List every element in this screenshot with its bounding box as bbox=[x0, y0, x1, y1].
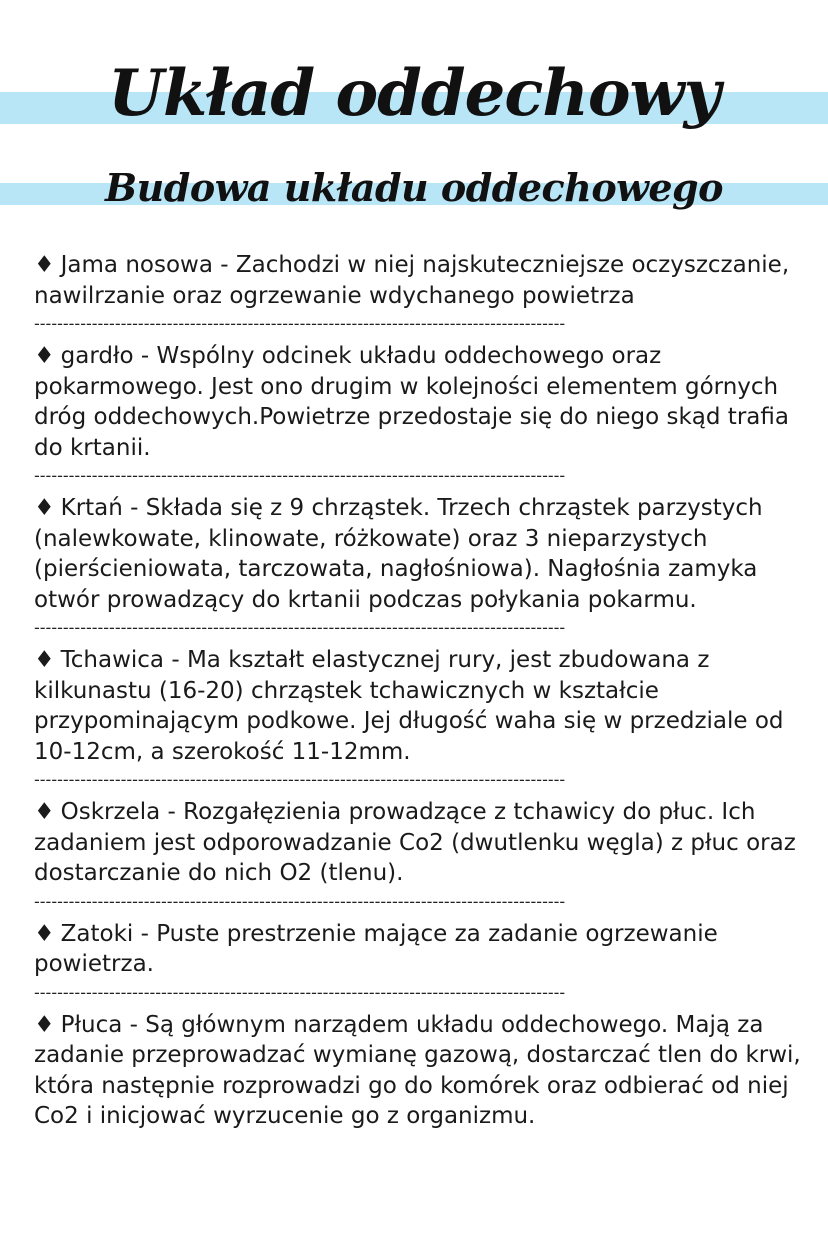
separator-line: -------------------------------------------------------------------------------------------- bbox=[34, 315, 566, 333]
entry-tchawica: ♦ Tchawica - Ma kształt elastycznej rury, jest zbudowana z kilkunastu (16-20) chrząstek tchawicznych w kształcie przypominającym podkowe. Jej długość waha się w przedziale od 10-12cm, a szerokość 11-12mm. bbox=[34, 647, 784, 765]
entry-term: Krtań bbox=[60, 495, 123, 521]
page-subtitle: Budowa układu oddechowego bbox=[105, 165, 723, 210]
diamond-bullet-icon: ♦ bbox=[34, 1011, 55, 1038]
entry-text: Rozgałęzienia prowadzące z tchawicy do płuc. Ich zadaniem jest odporowadzanie Co2 (dwutlenku węgla) z płuc oraz dostarczanie do nich O2 (tlenu). bbox=[34, 799, 796, 886]
entry-text: Składa się z 9 chrząstek. Trzech chrząstek parzystych (nalewkowate, klinowate, różkowate) oraz 3 nieparzystych (pierścieniowata, tarczowata, nagłośniowa). Nagłośnia zamyka otwór prowadzący do krtanii podczas połykania pokarmu. bbox=[34, 495, 763, 613]
separator-line: -------------------------------------------------------------------------------------------- bbox=[34, 983, 566, 1002]
separator-line: -------------------------------------------------------------------------------------------- bbox=[34, 467, 566, 485]
entries-list bbox=[34, 250, 804, 1132]
entry-text: Są głównym narządem układu oddechowego. Mają za zadanie przeprowadzać wymianę gazową, dostarczać tlen do krwi, która następnie rozprowadzi go do komórek oraz odbierać od niej Co2 i inicjować wyrzucenie go z organizmu. bbox=[34, 1011, 801, 1129]
entry-krtan: ♦ Krtań - Składa się z 9 chrząstek. Trzech chrząstek parzystych (nalewkowate, klinowate, różkowate) oraz 3 nieparzystych (pierścieniowata, tarczowata, nagłośniowa). Nagłośnia zamyka otwór prowadzący do krtanii podczas połykania pokarmu. bbox=[34, 495, 763, 613]
entry-pluca: ♦ Płuca - Są głównym narządem układu oddechowego. Mają za zadanie przeprowadzać wymianę gazową, dostarczać tlen do krwi, która następnie rozprowadzi go do komórek oraz odbierać od niej Co2 i inicjować wyrzucenie go z organizmu. bbox=[34, 1011, 801, 1129]
entry-oskrzela: ♦ Oskrzela - Rozgałęzienia prowadzące z tchawicy do płuc. Ich zadaniem jest odporowadzanie Co2 (dwutlenku węgla) z płuc oraz dostarczanie do nich O2 (tlenu). bbox=[34, 799, 796, 886]
entry-zatoki: ♦ Zatoki - Puste prestrzenie mające za zadanie ogrzewanie powietrza. bbox=[34, 920, 718, 977]
entry-text: Puste prestrzenie mające za zadanie ogrzewanie powietrza. bbox=[34, 920, 718, 977]
diamond-bullet-icon: ♦ bbox=[34, 343, 55, 369]
entry-term: Jama nosowa bbox=[60, 252, 213, 278]
separator-line: -------------------------------------------------------------------------------------------- bbox=[34, 771, 566, 789]
entry-term: Płuca bbox=[60, 1011, 123, 1038]
entry-text: Wspólny odcinek układu oddechowego oraz pokarmowego. Jest ono drugim w kolejności elementem górnych dróg oddechowych.Powietrze przedostaje się do niego skąd trafia do krtanii. bbox=[34, 343, 789, 461]
entry-term: Oskrzela bbox=[60, 799, 161, 825]
entry-text: Ma kształt elastycznej rury, jest zbudowana z kilkunastu (16-20) chrząstek tchawicznych w kształcie przypominającym podkowe. Jej długość waha się w przedziale od 10-12cm, a szerokość 11-12mm. bbox=[34, 647, 784, 765]
diamond-bullet-icon: ♦ bbox=[34, 799, 55, 825]
entry-term: Zatoki bbox=[60, 920, 134, 947]
entry-term: Tchawica bbox=[60, 647, 165, 673]
entry-gardlo: ♦ gardło - Wspólny odcinek układu oddechowego oraz pokarmowego. Jest ono drugim w kolejności elementem górnych dróg oddechowych.Powietrze przedostaje się do niego skąd trafia do krtanii. bbox=[34, 343, 789, 461]
entry-text: Zachodzi w niej najskuteczniejsze oczyszczanie, nawilrzanie oraz ogrzewanie wdychanego powietrza bbox=[34, 252, 790, 309]
diamond-bullet-icon: ♦ bbox=[34, 920, 55, 947]
diamond-bullet-icon: ♦ bbox=[34, 252, 55, 278]
diamond-bullet-icon: ♦ bbox=[34, 495, 55, 521]
entry-jama-nosowa: ♦ Jama nosowa - Zachodzi w niej najskuteczniejsze oczyszczanie, nawilrzanie oraz ogrzewanie wdychanego powietrza bbox=[34, 252, 790, 309]
separator-line: -------------------------------------------------------------------------------------------- bbox=[34, 892, 566, 911]
diamond-bullet-icon: ♦ bbox=[34, 647, 55, 673]
entry-term: gardło bbox=[60, 343, 134, 369]
page-title: Układ oddechowy bbox=[108, 56, 720, 131]
separator-line: -------------------------------------------------------------------------------------------- bbox=[34, 619, 566, 637]
